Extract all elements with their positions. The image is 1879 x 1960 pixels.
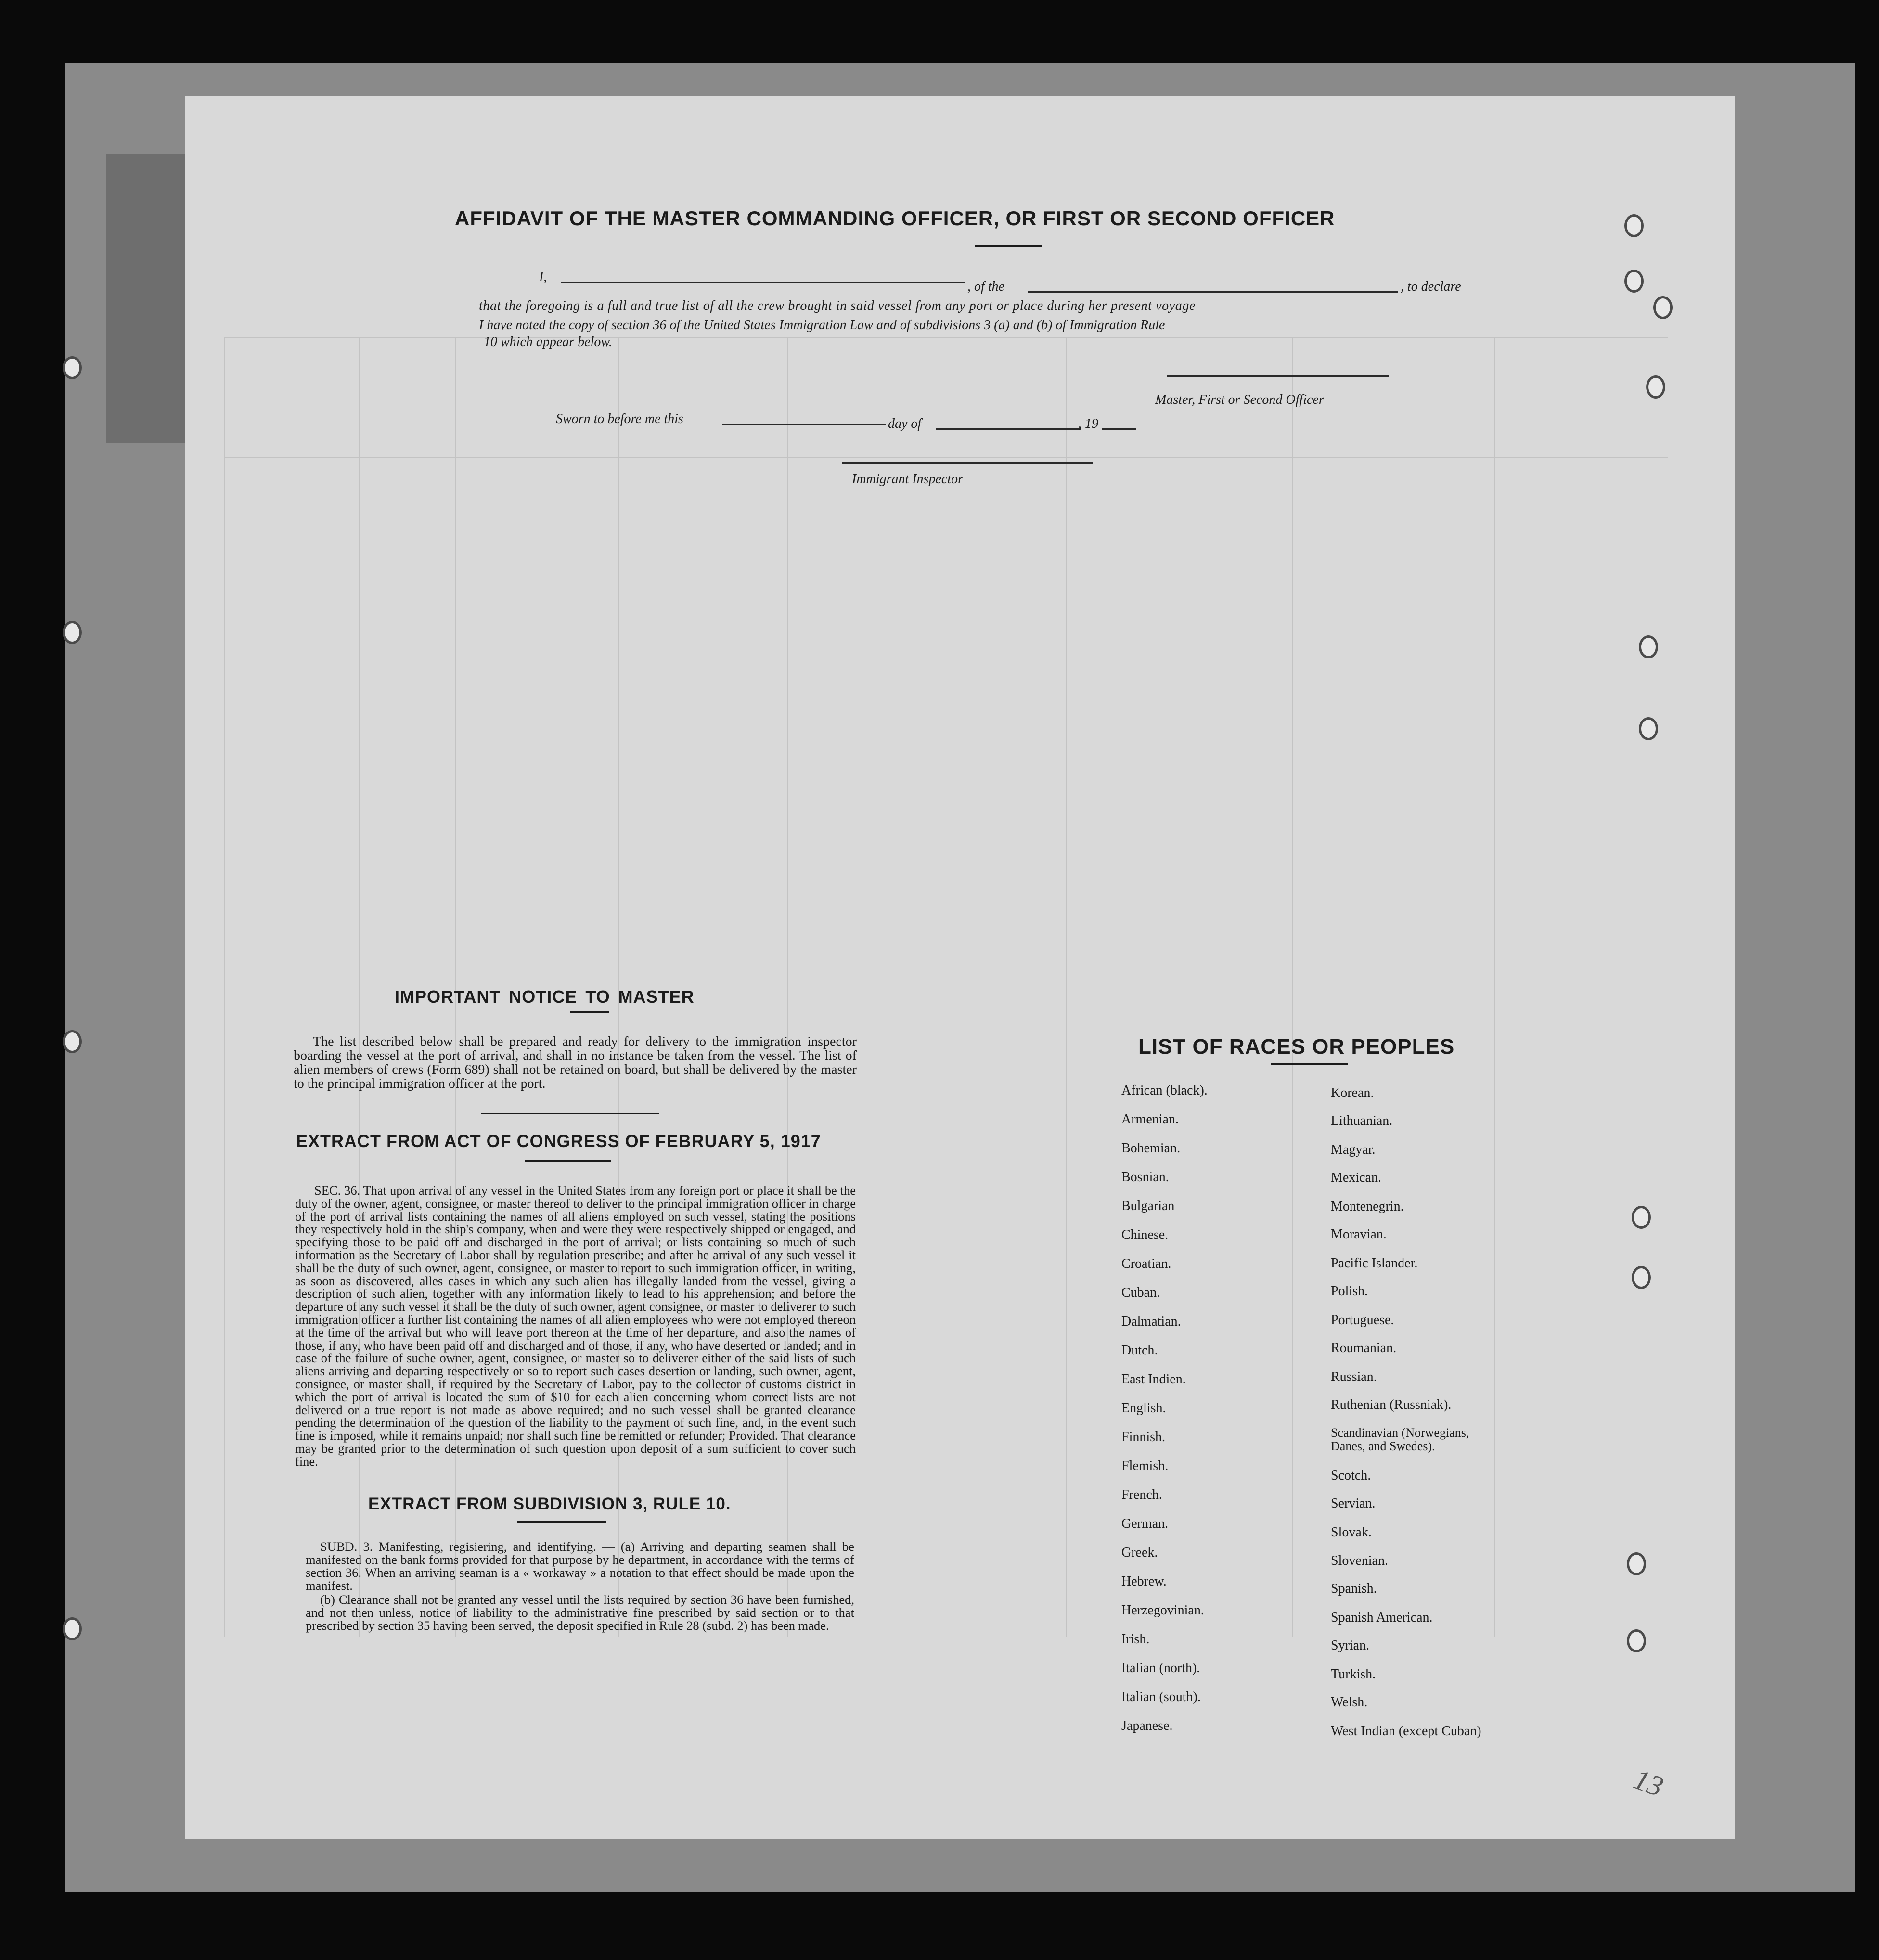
race-item: German. (1121, 1516, 1169, 1531)
affidavit-i-label: I, (539, 270, 547, 284)
races-title: LIST OF RACES OR PEOPLES (1138, 1035, 1455, 1058)
notice-text: The list described below shall be prepared and ready for delivery to the immigration inspector boarding the vessel at the port of arrival, and shall in no instance be taken from the vessel. The list of alien members of crews (Form 689) shall not be retained on board, but shall be delivered by the master to the principal immigration officer at the port. (294, 1034, 857, 1091)
extract-rule-title: EXTRACT FROM SUBDIVISION 3, RULE 10. (368, 1495, 731, 1513)
race-item: Cuban. (1121, 1285, 1160, 1300)
race-item: Herzegovinian. (1121, 1603, 1204, 1618)
affidavit-line-2: that the foregoing is a full and true list of all the crew brought in said vessel from any port or place during her present voyage (479, 298, 1196, 313)
punch-hole (1639, 717, 1658, 740)
extract-rule-text-b: (b) Clearance shall not be granted any vessel until the lists required by section 36 have been furnished, and not then unless, notice of liability to the administrative fine prescribed by said section or to that prescribed by section 35 having been served, the deposit specified in Rule 28 (subd. 2) has been made. (306, 1592, 854, 1633)
race-item: Moravian. (1331, 1227, 1387, 1242)
extract-rule-text-a: SUBD. 3. Manifesting, regisiering, and identifying. — (a) Arriving and departing seamen shall be manifested on the bank forms provided for that purpose by he department, in accordance with the terms of section 36. When an arriving seaman is a « workaway » a notation to that effect should be made upon the manifest. (306, 1539, 854, 1593)
race-item: Russian. (1331, 1369, 1377, 1384)
inspector-caption: Immigrant Inspector (852, 472, 963, 487)
document-page (185, 96, 1735, 1839)
sworn-label: Sworn to before me this (556, 412, 683, 426)
bleed-grid-line (224, 337, 1668, 338)
bleed-grid-line (224, 337, 225, 1637)
margin-note: 13 (1629, 1763, 1668, 1803)
name-blank (561, 282, 965, 283)
race-item: Italian (south). (1121, 1689, 1201, 1704)
race-item: English. (1121, 1401, 1166, 1416)
vessel-blank (1028, 291, 1398, 293)
race-item: Spanish. (1331, 1581, 1377, 1596)
extract-act-text: SEC. 36. That upon arrival of any vessel in the United States from any foreign port or place it shall be the duty of the owner, agent, consignee, or master thereof to deliver to the principal immigration officer in charge of the port of arrival lists containing the names of all aliens employed on such vessel, stating the positions they respectively hold in the ship's company, when and were they were respectively shipped or engaged, and specifying those to be paid off and discharged in the port of arrival; or lists containing so much of such information as the Secretary of Labor shall by regulation prescribe; and after he arrival of any such vessel it shall be the duty of such owner, agent, consignee, or master to report to such immigration officer, in writing, as soon as discovered, alles cases in which any such alien has illegally landed from the vessel, giving a description of such alien, together with any information likely to lead to his apprehension; and before the departure of any such vessel it shall be the duty of such owner, agent consignee, or master to deliverer to such immigration officer a further list containing the names of all alien employees who were not employed thereon at the time of the arrival but who will leave port thereon at the time of her departure, and also the names of those, if any, who have been paid off and discharged and of those, if any, who have deserted or landed; and in case of the failure of suche owner, agent, consignee, or master so to deliverer either of the said lists of such aliens arriving and departing respectively or so to report such cases desertion or landing, such owner, agent, consignee, or master shall, if required by the Secretary of Labor, pay to the collector of customs district in which the port of arrival is located the sum of $10 for each alien concerning whom correct lists are not delivered or a true report is not made as above required; and no such vessel shall be granted clearance pending the determination of the question of the liability to the payment of such fine, and, in the event such fine is imposed, while it remains unpaid; nor shall such fine be remitted or refunder; Provided. That clearance may be granted prior to the determination of such question upon deposit of a sum sufficient to cover such fine. (295, 1183, 856, 1469)
race-item: Dalmatian. (1121, 1314, 1181, 1329)
races-rule (1271, 1063, 1348, 1065)
race-item: Dutch. (1121, 1343, 1158, 1358)
race-item: Armenian. (1121, 1112, 1179, 1127)
affidavit-to-declare: , to declare (1401, 279, 1461, 294)
punch-hole (1632, 1266, 1651, 1289)
race-item: Croatian. (1121, 1256, 1171, 1271)
race-item: Scotch. (1331, 1468, 1371, 1483)
race-item: Flemish. (1121, 1458, 1169, 1473)
race-item: Portuguese. (1331, 1313, 1394, 1328)
master-caption: Master, First or Second Officer (1155, 392, 1324, 407)
affidavit-of-the: , of the (967, 279, 1004, 294)
race-item: Greek. (1121, 1545, 1158, 1560)
punch-hole (1646, 375, 1665, 399)
race-item: Japanese. (1121, 1718, 1173, 1733)
extract-act-title: EXTRACT FROM ACT OF CONGRESS OF FEBRUARY 5, 1917 (296, 1131, 821, 1151)
title-rule (975, 245, 1042, 247)
race-item: Ruthenian (Russniak). (1331, 1397, 1452, 1412)
affidavit-title: AFFIDAVIT OF THE MASTER COMMANDING OFFICER, OR FIRST OR SECOND OFFICER (455, 207, 1335, 230)
race-item: French. (1121, 1487, 1162, 1502)
bleed-grid-line (224, 457, 1668, 458)
punch-hole (63, 1030, 82, 1053)
race-item: Magyar. (1331, 1142, 1376, 1157)
race-item: Chinese. (1121, 1227, 1169, 1242)
punch-hole (63, 621, 82, 644)
notice-title: IMPORTANT NOTICE TO MASTER (395, 987, 695, 1006)
punch-hole (1624, 214, 1644, 237)
year-prefix: , 19 (1078, 416, 1098, 431)
day-of-label: day of (888, 416, 922, 431)
race-item: Pacific Islander. (1331, 1256, 1418, 1271)
punch-hole (1632, 1206, 1651, 1229)
race-item: East Indien. (1121, 1372, 1186, 1387)
race-item: Syrian. (1331, 1638, 1370, 1653)
races-right-column (1331, 1085, 1523, 1759)
race-item: African (black). (1121, 1083, 1208, 1098)
race-item: Korean. (1331, 1085, 1374, 1100)
race-item: Slovenian. (1331, 1553, 1388, 1568)
race-item: Welsh. (1331, 1695, 1368, 1710)
punch-hole (1624, 270, 1644, 293)
races-left-column (1121, 1083, 1352, 1757)
race-item: Polish. (1331, 1284, 1368, 1299)
extract-rule-rule (517, 1521, 606, 1523)
sworn-month-blank (936, 428, 1081, 430)
race-item: Lithuanian. (1331, 1113, 1393, 1128)
race-item: Hebrew. (1121, 1574, 1167, 1589)
punch-hole (1653, 296, 1673, 319)
race-item: Slovak. (1331, 1525, 1372, 1540)
race-item: Spanish American. (1331, 1610, 1433, 1625)
punch-hole (63, 356, 82, 379)
race-item: Mexican. (1331, 1170, 1381, 1185)
punch-hole (1639, 635, 1658, 658)
race-item: West Indian (except Cuban) (1331, 1724, 1481, 1739)
notice-rule (570, 1011, 609, 1013)
master-signature-line (1167, 375, 1389, 377)
extract-act-rule (525, 1160, 611, 1162)
race-item: Finnish. (1121, 1430, 1166, 1444)
sworn-day-blank (722, 424, 886, 425)
inspector-signature-line (842, 462, 1093, 464)
punch-hole (1627, 1552, 1646, 1575)
race-item: Roumanian. (1331, 1341, 1397, 1355)
punch-hole (63, 1617, 82, 1640)
race-item: Scandinavian (Norwegians, Danes, and Swedes). (1331, 1426, 1469, 1453)
race-item: Italian (north). (1121, 1661, 1200, 1676)
bleed-grid-line (1066, 337, 1067, 1637)
notice-divider (481, 1113, 659, 1114)
punch-hole (1627, 1629, 1646, 1652)
race-item: Turkish. (1331, 1667, 1376, 1682)
race-item: Montenegrin. (1331, 1199, 1404, 1214)
race-item: Irish. (1121, 1632, 1150, 1647)
race-item: Bosnian. (1121, 1170, 1169, 1185)
race-item: Servian. (1331, 1496, 1376, 1511)
race-item: Bulgarian (1121, 1199, 1175, 1213)
race-item: Bohemian. (1121, 1141, 1181, 1156)
affidavit-line-4: 10 which appear below. (484, 335, 613, 349)
affidavit-line-3: I have noted the copy of section 36 of the United States Immigration Law and of subdivisions 3 (a) and (b) of Immigration Rule (479, 318, 1165, 333)
year-blank (1102, 428, 1136, 430)
